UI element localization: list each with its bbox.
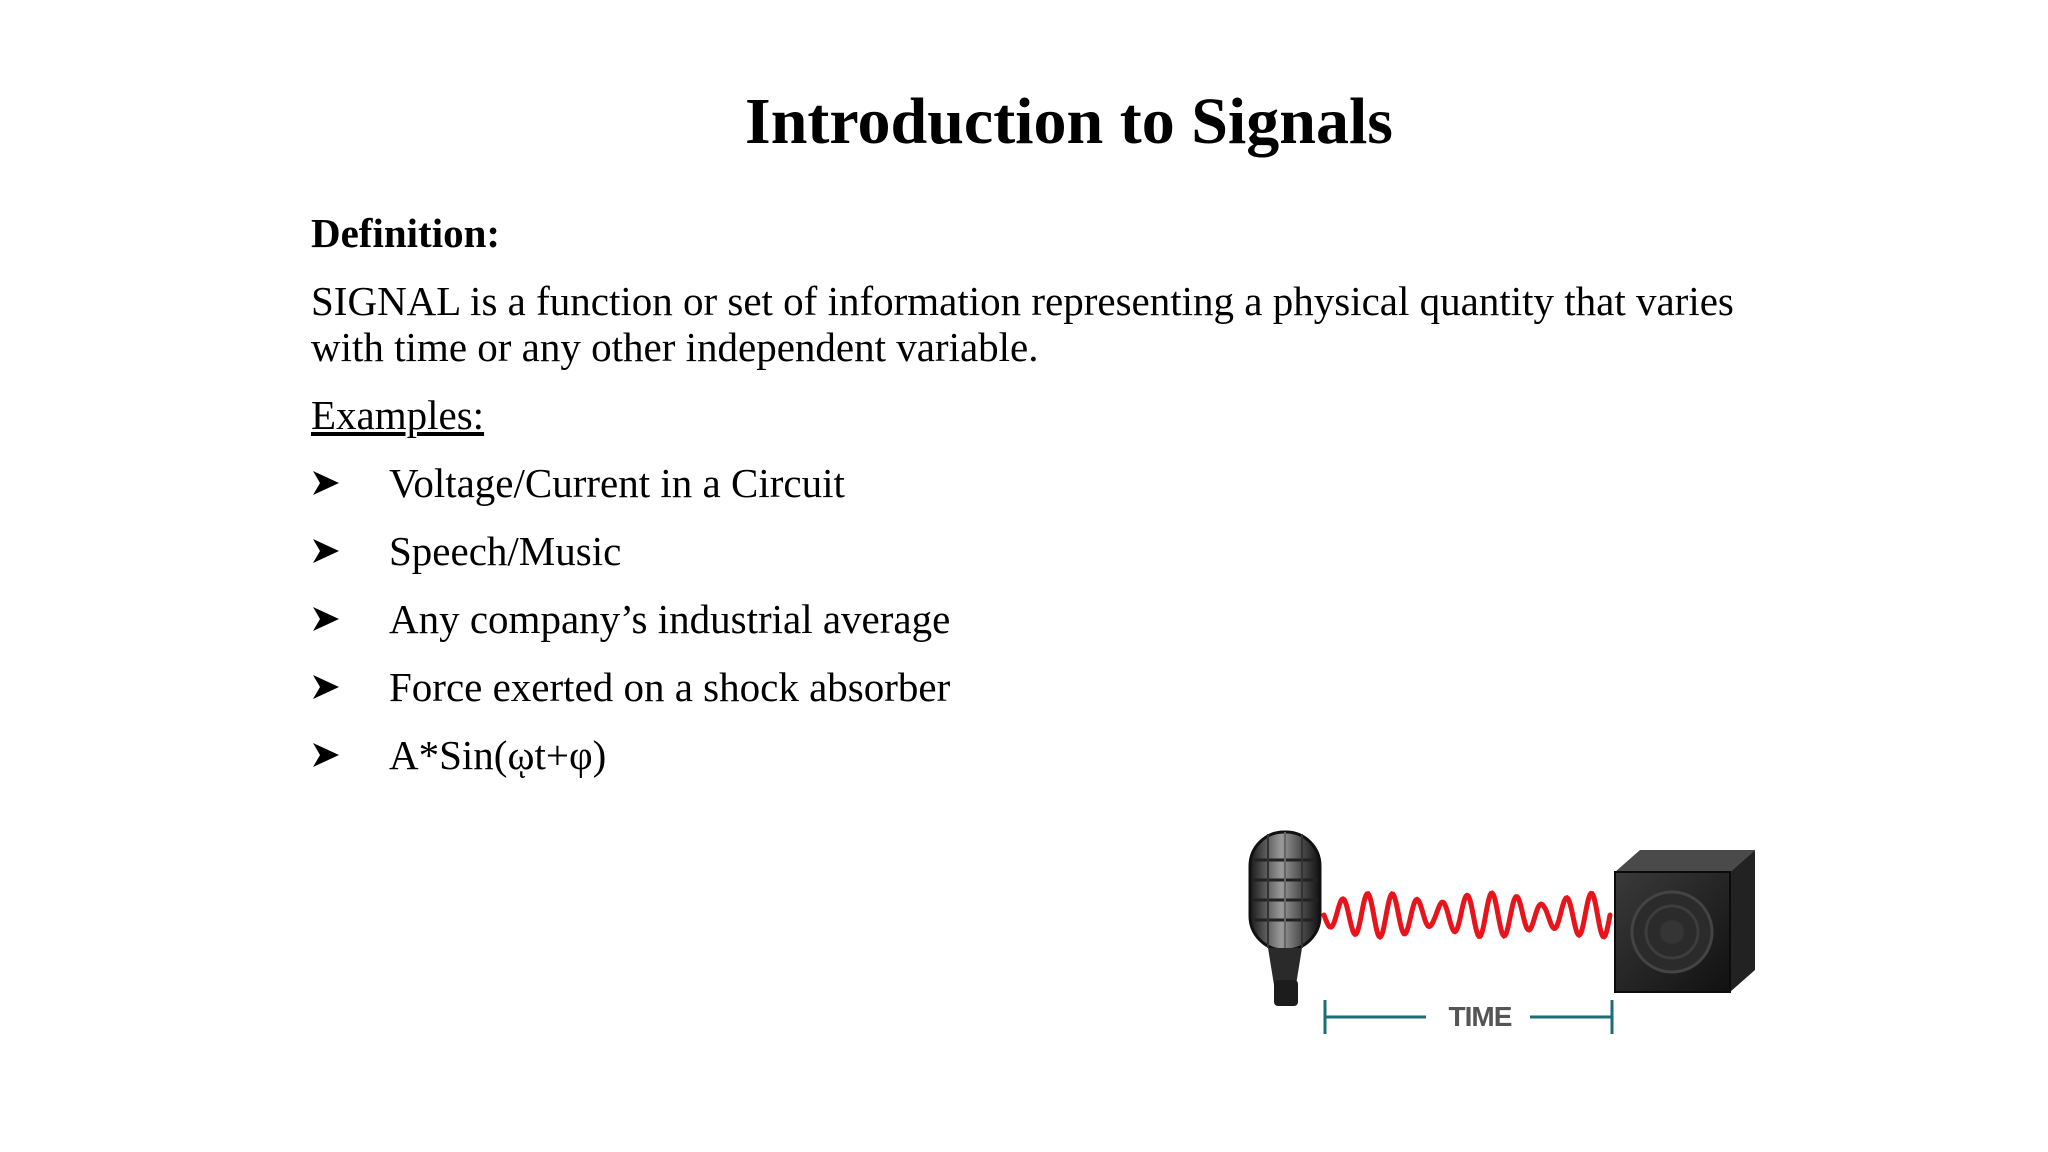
speaker-icon	[1615, 850, 1755, 992]
arrowhead-bullet-icon	[311, 672, 389, 702]
slide-title: Introduction to Signals	[745, 85, 1393, 158]
examples-list	[311, 460, 1761, 778]
example-text: Voltage/Current in a Circuit	[389, 460, 845, 506]
example-text: Speech/Music	[389, 528, 622, 574]
list-item	[311, 460, 1761, 506]
examples-heading: Examples:	[311, 392, 485, 438]
example-text: Force exerted on a shock absorber	[389, 664, 951, 710]
example-text: A*Sin(ῳt+φ)	[389, 732, 607, 778]
arrowhead-bullet-icon	[311, 604, 389, 634]
arrowhead-bullet-icon	[311, 468, 389, 498]
list-item	[311, 732, 1761, 778]
slide-body	[311, 210, 1761, 800]
list-item	[311, 528, 1761, 574]
example-text: Any company’s industrial average	[389, 596, 951, 642]
definition-heading: Definition:	[311, 210, 501, 256]
time-label: TIME	[1448, 1001, 1512, 1032]
microphone-icon	[1250, 832, 1320, 1006]
sound-wave	[1324, 893, 1610, 937]
arrowhead-bullet-icon	[311, 536, 389, 566]
list-item	[311, 596, 1761, 642]
list-item	[311, 664, 1761, 710]
definition-text: SIGNAL is a function or set of information representing a physical quantity that varies with time or any other independent variable.	[311, 278, 1734, 370]
arrowhead-bullet-icon	[311, 740, 389, 770]
